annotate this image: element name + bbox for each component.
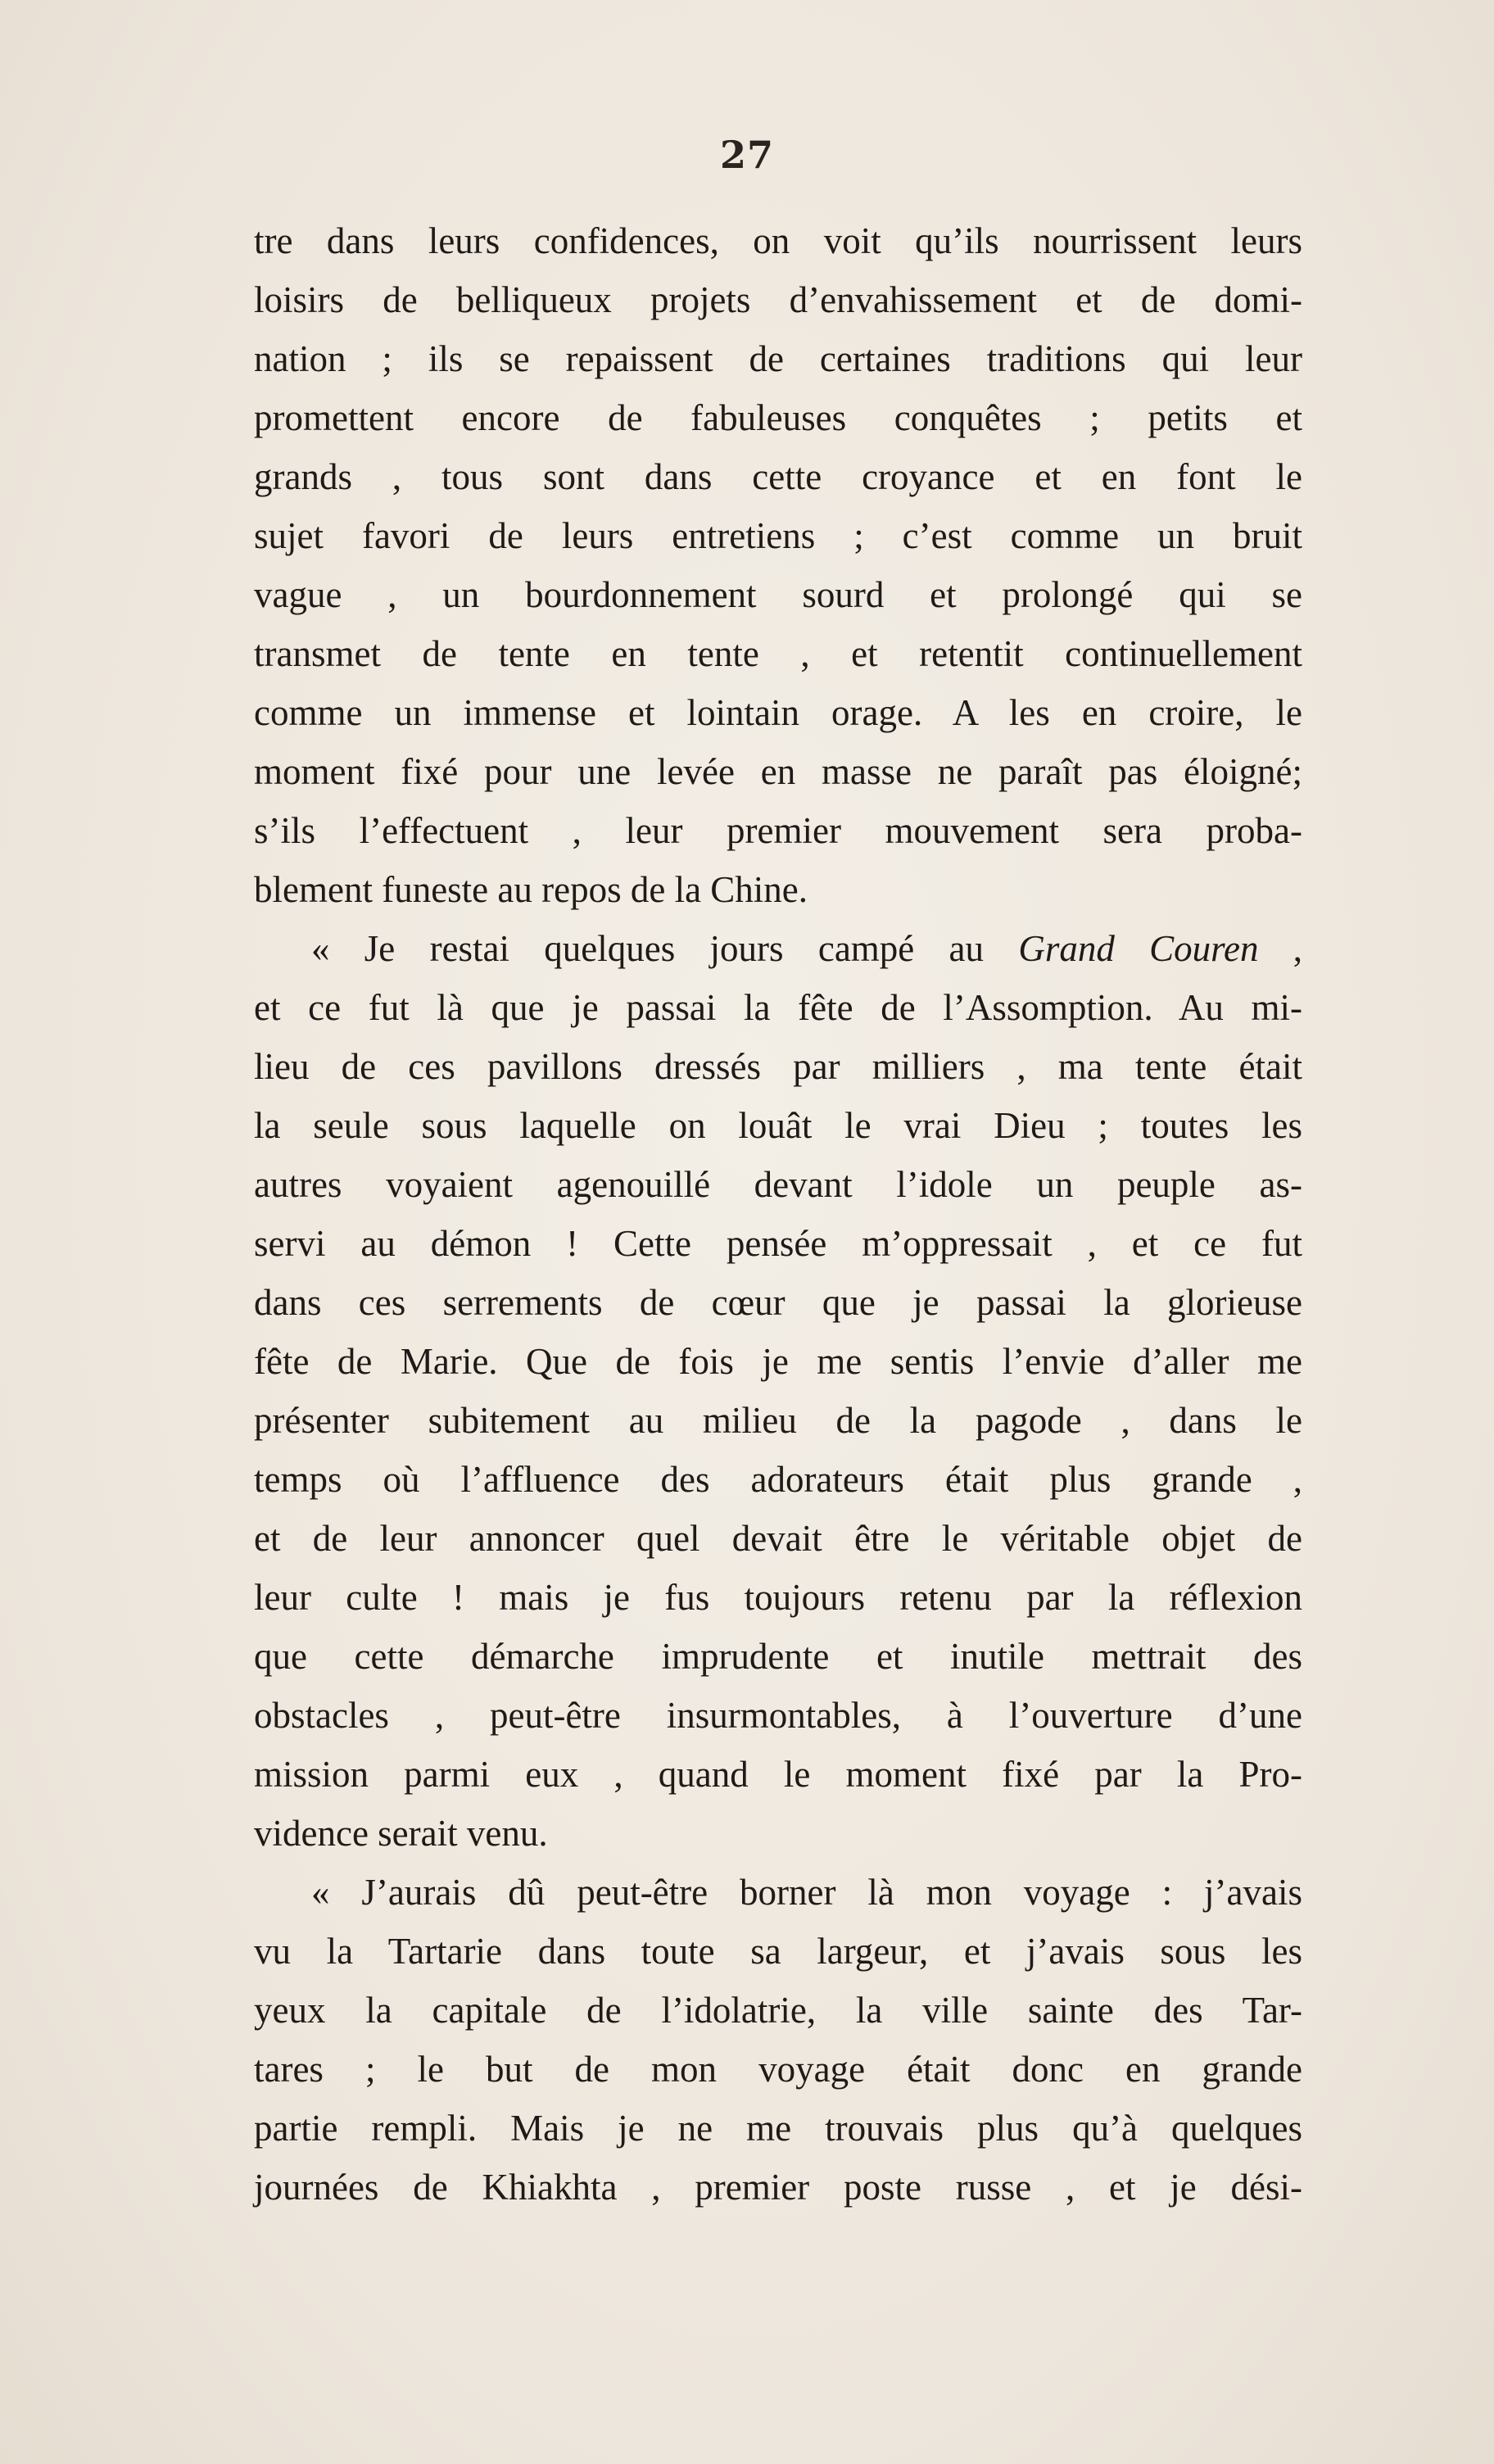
text-line: moment fixé pour une levée en masse ne paraît pas éloigné; xyxy=(254,751,1302,792)
text-line: yeux la capitale de l’idolatrie, la ville sainte des Tar- xyxy=(254,1990,1302,2031)
text-line: promettent encore de fabuleuses conquêtes ; petits et xyxy=(254,397,1302,438)
text-line: nation ; ils se repaissent de certaines traditions qui leur xyxy=(254,338,1302,379)
text-line: s’ils l’effectuent , leur premier mouvement sera proba- xyxy=(254,810,1302,851)
text-line: fête de Marie. Que de fois je me sentis l’envie d’aller me xyxy=(254,1341,1302,1382)
text-segment: , xyxy=(1258,928,1303,969)
italic-place-name: Grand Couren xyxy=(1018,928,1259,969)
page-number: 27 xyxy=(719,133,774,177)
text-line: que cette démarche imprudente et inutile mettrait des xyxy=(254,1636,1302,1677)
text-line: lieu de ces pavillons dressés par milliers , ma tente était xyxy=(254,1046,1302,1087)
text-line: vu la Tartarie dans toute sa largeur, et j’avais sous les xyxy=(254,1931,1302,1972)
text-line xyxy=(254,919,1302,978)
text-line: obstacles , peut-être insurmontables, à l’ouverture d’une xyxy=(254,1695,1302,1736)
text-line: temps où l’affluence des adorateurs était plus grande , xyxy=(254,1459,1302,1500)
text-line: servi au démon ! Cette pensée m’oppressait , et ce fut xyxy=(254,1223,1302,1264)
text-line: leur culte ! mais je fus toujours retenu par la réflexion xyxy=(254,1577,1302,1618)
text-line: dans ces serrements de cœur que je passai la glorieuse xyxy=(254,1282,1302,1323)
text-line: autres voyaient agenouillé devant l’idole un peuple as- xyxy=(254,1164,1302,1205)
text-line: loisirs de belliqueux projets d’envahissement et de domi- xyxy=(254,279,1302,320)
text-line: et de leur annoncer quel devait être le véritable objet de xyxy=(254,1518,1302,1559)
text-line: vidence serait venu. xyxy=(254,1813,548,1854)
text-line: la seule sous laquelle on louât le vrai Dieu ; toutes les xyxy=(254,1105,1302,1146)
text-line: mission parmi eux , quand le moment fixé par la Pro- xyxy=(254,1754,1302,1795)
text-line: présenter subitement au milieu de la pagode , dans le xyxy=(254,1400,1302,1441)
text-line: et ce fut là que je passai la fête de l’Assomption. Au mi- xyxy=(254,987,1302,1028)
text-line: vague , un bourdonnement sourd et prolongé qui se xyxy=(254,574,1302,615)
text-line: blement funeste au repos de la Chine. xyxy=(254,869,808,910)
text-line: journées de Khiakhta , premier poste russe , et je dési- xyxy=(254,2167,1302,2208)
text-line: transmet de tente en tente , et retentit continuellement xyxy=(254,633,1302,674)
text-line: tares ; le but de mon voyage était donc en grande xyxy=(254,2049,1302,2090)
text-segment: « Je restai quelques jours campé au xyxy=(311,928,1019,969)
text-line: sujet favori de leurs entretiens ; c’est comme un bruit xyxy=(254,515,1302,556)
body-text xyxy=(254,211,1302,2217)
text-line: tre dans leurs confidences, on voit qu’ils nourrissent leurs xyxy=(254,220,1302,261)
text-line: comme un immense et lointain orage. A les en croire, le xyxy=(254,692,1302,733)
text-line: grands , tous sont dans cette croyance et en font le xyxy=(254,456,1302,497)
text-line: partie rempli. Mais je ne me trouvais plus qu’à quelques xyxy=(254,2108,1302,2149)
text-line: « J’aurais dû peut-être borner là mon voyage : j’avais xyxy=(311,1872,1302,1913)
